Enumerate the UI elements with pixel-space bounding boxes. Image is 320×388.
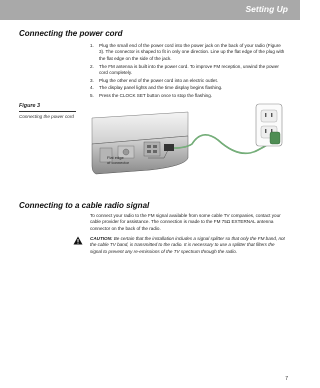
figure-divider	[19, 111, 76, 112]
step-text: Press the CLOCK SET button once to stop the flashing.	[99, 93, 213, 99]
step-number: 5.	[90, 93, 94, 99]
step-text: Plug the small end of the power cord into the power jack on the back of your radio (Figure 3). The connector is shaped to fit in only one direction. Line up the flat edge of the plug with the flat edge on the side of the jack.	[99, 43, 285, 61]
step-item	[90, 78, 286, 84]
step-number: 1.	[90, 43, 94, 48]
power-jack-plug	[164, 144, 174, 151]
caution-label: CAUTION:	[90, 236, 113, 241]
figure-label: Figure 3	[19, 103, 40, 109]
page-number: 7	[285, 376, 288, 382]
header-bar	[0, 0, 300, 20]
figure-caption: Connecting the power cord	[19, 114, 74, 119]
wall-adapter	[270, 132, 280, 144]
step-item	[90, 85, 286, 91]
step-number: 2.	[90, 63, 94, 69]
callout-line-1: Flat edge	[107, 155, 124, 160]
caution-text: Be certain that the installation includes a signal splitter so that only the FM band, not the cable TV band, is transmitted to the radio. It is necessary to use a splitter that filters the signal to prevent any re-emissions of the TV spectrum through the radio.	[90, 236, 285, 254]
section-title-cable-radio: Connecting to a cable radio signal	[19, 201, 150, 210]
power-cord-illustration	[90, 98, 288, 192]
step-item	[90, 43, 286, 62]
figure-callout	[107, 155, 129, 165]
step-text: Plug the other end of the power cord into an electric outlet.	[99, 77, 219, 83]
steps-list	[90, 43, 286, 101]
header-title: Setting Up	[245, 4, 288, 14]
callout-line-2: of connector	[107, 160, 130, 165]
step-number: 4.	[90, 85, 94, 91]
cable-paragraph: To connect your radio to the FM signal available from some cable TV companies, contact your cable provider for assistance. The connection is made to the FM 75Ω EXTERNAL antenna connector on the back of the radio.	[90, 213, 281, 231]
caution-paragraph	[90, 236, 286, 255]
warning-icon	[73, 236, 83, 245]
step-item	[90, 64, 286, 77]
section-title-power-cord: Connecting the power cord	[19, 29, 123, 38]
step-text: The display panel lights and the time display begins flashing.	[99, 85, 223, 91]
step-number: 3.	[90, 77, 94, 83]
step-text: The FM antenna is built into the power cord. To improve FM reception, unwind the power cord completely.	[99, 63, 279, 75]
